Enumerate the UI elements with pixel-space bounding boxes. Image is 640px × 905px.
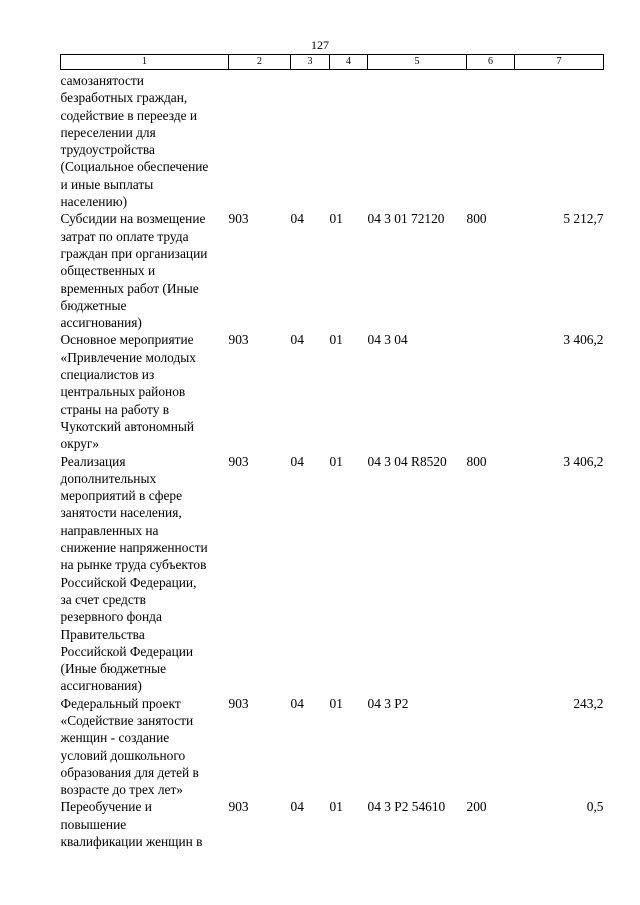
description-line: страны на работу в (60, 401, 170, 417)
page-number: 127 (311, 38, 329, 52)
column-number-3: 3 (291, 55, 330, 70)
expense-type-code (467, 331, 515, 452)
description-line: центральных районов (60, 384, 186, 400)
description-line: (Иные бюджетные (60, 661, 167, 677)
amount: 0,5 (586, 799, 604, 815)
expense-type-code: 800 (466, 453, 487, 469)
description-line: направленных на (60, 522, 159, 538)
section-code: 04 (290, 332, 304, 348)
description-line: дополнительных (60, 470, 157, 486)
target-item-code: 04 3 04 R8520 (367, 453, 447, 469)
subsection-code: 01 (329, 695, 343, 711)
description-line: Российской Федерации, (60, 574, 197, 590)
table-row (61, 695, 604, 799)
table-body (61, 70, 604, 851)
section-code (291, 70, 330, 211)
ministry-code (229, 70, 291, 211)
amount: 3 406,2 (563, 332, 604, 348)
table-row (61, 331, 604, 452)
description-line: граждан при организации (60, 245, 208, 261)
expense-type-code (467, 70, 515, 211)
description-line: на рынке труда субъектов (60, 557, 207, 573)
description-line: повышение (60, 816, 127, 832)
description-line: образования для детей в (60, 764, 199, 780)
ministry-code: 903 (228, 211, 249, 227)
description-line: снижение напряженности (60, 540, 208, 556)
description-line: Чукотский автономный (60, 418, 195, 434)
column-number-6: 6 (467, 55, 515, 70)
description-line: трудоустройства (60, 142, 155, 158)
budget-table (60, 54, 604, 850)
row-description (61, 695, 229, 799)
description-line: и иные выплаты (60, 176, 154, 192)
target-item-code: 04 3 04 (367, 332, 408, 348)
target-item-code: 04 3 P2 (367, 695, 409, 711)
column-number-1: 1 (61, 55, 229, 70)
description-line: содействие в переезде и (60, 107, 198, 123)
ministry-code: 903 (228, 332, 249, 348)
row-description (61, 331, 229, 452)
description-line: «Привлечение молодых (60, 349, 196, 365)
column-number-2: 2 (229, 55, 291, 70)
description-line: ассигнования) (60, 678, 142, 694)
expense-type-code: 200 (466, 799, 487, 815)
description-line: занятости населения, (60, 505, 182, 521)
row-description (61, 453, 229, 695)
table-row (61, 453, 604, 695)
table-row (61, 798, 604, 850)
description-line: Российской Федерации (60, 643, 194, 659)
table-row (61, 70, 604, 211)
description-line: ассигнования) (60, 315, 142, 331)
description-line: женщин - создание (60, 730, 170, 746)
description-line: безработных граждан, (60, 90, 188, 106)
description-line: специалистов из (60, 367, 155, 383)
description-line: мероприятий в сфере (60, 488, 183, 504)
subsection-code (330, 70, 368, 211)
row-description (61, 798, 229, 850)
description-line: возрасте до трех лет» (60, 782, 183, 798)
section-code: 04 (290, 453, 304, 469)
amount: 3 406,2 (563, 453, 604, 469)
ministry-code: 903 (228, 453, 249, 469)
description-line: (Социальное обеспечение (60, 159, 209, 175)
target-item-code: 04 3 P2 54610 (367, 799, 446, 815)
amount: 5 212,7 (563, 211, 604, 227)
expense-type-code: 800 (466, 211, 487, 227)
column-number-5: 5 (368, 55, 467, 70)
description-line: самозанятости (60, 73, 144, 88)
target-item-code: 04 3 01 72120 (367, 211, 445, 227)
description-line: округ» (60, 436, 100, 452)
subsection-code: 01 (329, 332, 343, 348)
amount (515, 70, 604, 211)
description-line: квалификации женщин в (60, 834, 203, 850)
description-line: временных работ (Иные (60, 280, 199, 296)
description-line: Федеральный проект (60, 695, 181, 711)
ministry-code: 903 (228, 695, 249, 711)
section-code: 04 (290, 799, 304, 815)
description-line: Реализация (60, 453, 126, 469)
description-line: резервного фонда (60, 609, 162, 625)
description-line: «Содействие занятости (60, 712, 194, 728)
row-description (61, 210, 229, 331)
target-item-code (368, 70, 467, 211)
description-line: общественных и (60, 263, 156, 279)
section-code: 04 (290, 695, 304, 711)
subsection-code: 01 (329, 211, 343, 227)
description-line: Основное мероприятие (60, 332, 194, 348)
description-line: затрат по оплате труда (60, 228, 189, 244)
description-line: условий дошкольного (60, 747, 186, 763)
expense-type-code (467, 695, 515, 799)
section-code: 04 (290, 211, 304, 227)
description-line: бюджетные (60, 297, 127, 313)
table-row (61, 210, 604, 331)
description-line: населению) (60, 194, 128, 210)
description-line: за счет средств (60, 591, 146, 607)
column-number-header (61, 55, 604, 70)
description-line: Переобучение и (60, 799, 152, 815)
description-line: переселении для (60, 124, 156, 140)
subsection-code: 01 (329, 799, 343, 815)
subsection-code: 01 (329, 453, 343, 469)
description-line: Правительства (60, 626, 145, 642)
column-number-4: 4 (330, 55, 368, 70)
row-description (61, 70, 229, 211)
amount: 243,2 (573, 695, 604, 711)
description-line: Субсидии на возмещение (60, 211, 206, 227)
column-number-7: 7 (515, 55, 604, 70)
ministry-code: 903 (228, 799, 249, 815)
